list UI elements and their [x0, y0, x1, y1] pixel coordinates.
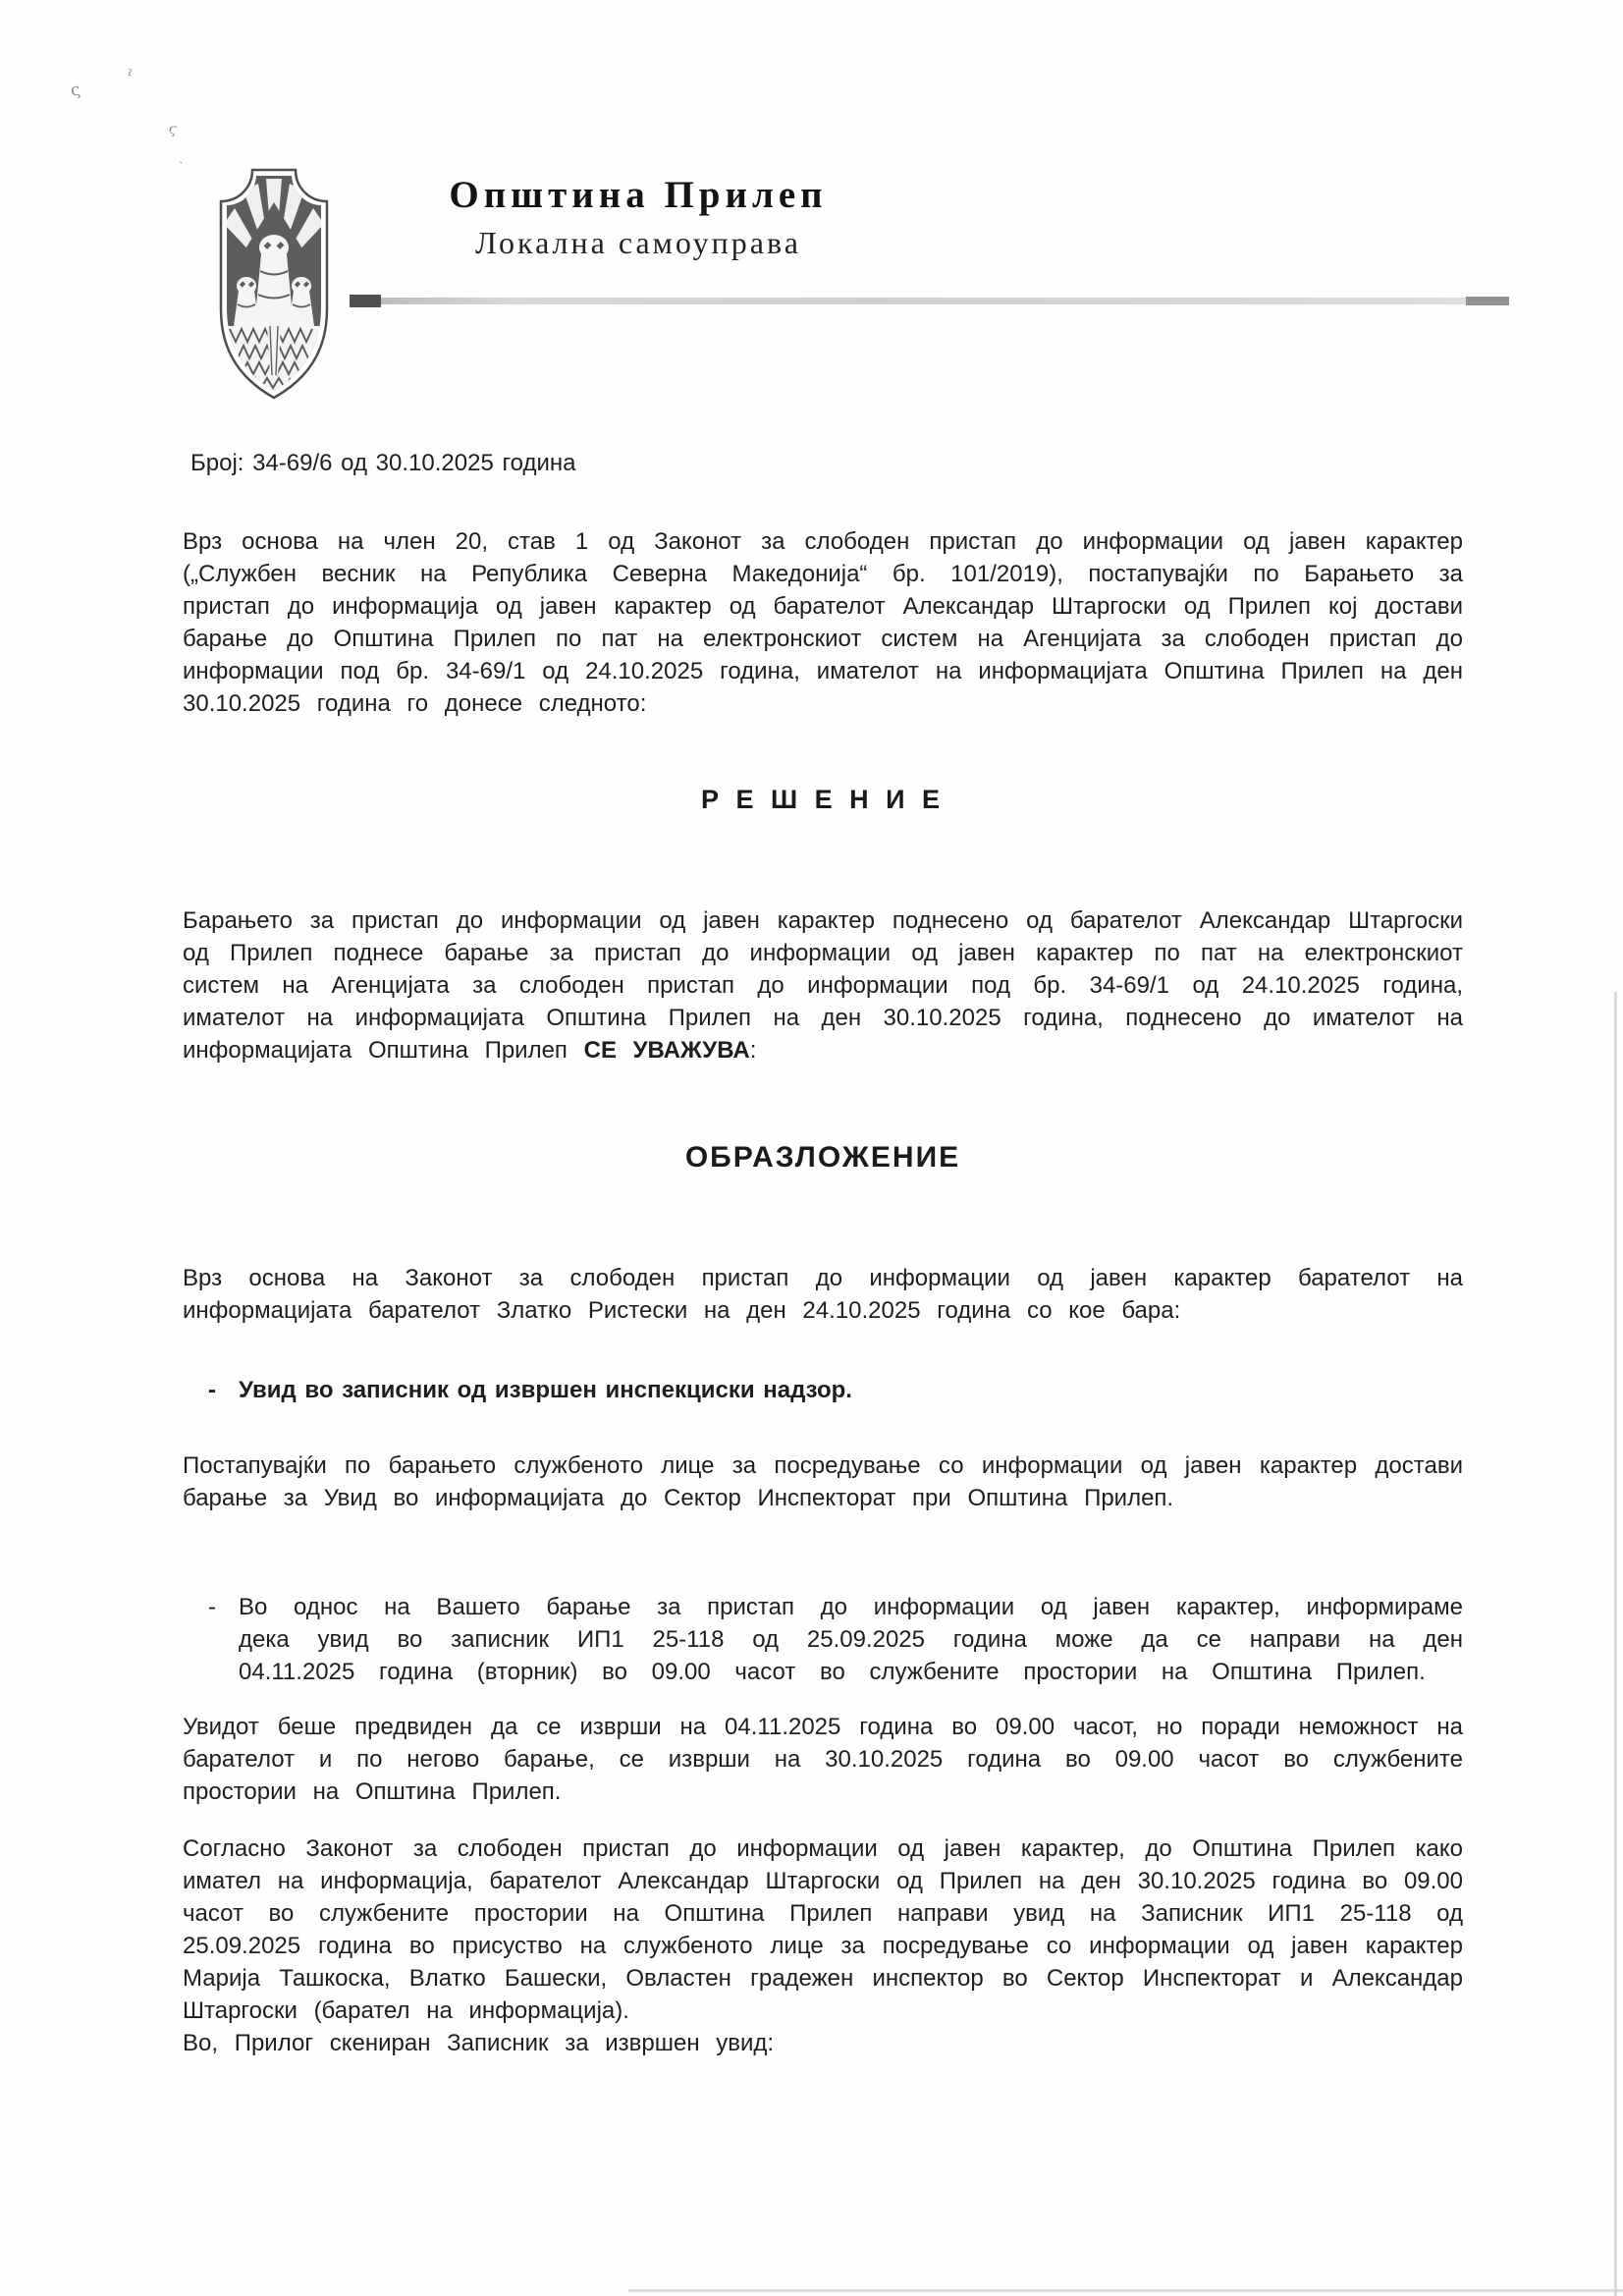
- pencil-mark: ˎ: [179, 150, 184, 165]
- rationale-heading: ОБРАЗЛОЖЕНИЕ: [684, 1141, 961, 1174]
- conclusion-text: Согласно Законот за слободен пристап до информации од јавен карактер, до Општина Прилеп како имател на информација, барателот Александар Штаргоски од Прилеп на ден 30.10.2025 година во 09.00 часот во службените простории на Општина Прилеп направи увид на Записник ИП1 25-118 од 25.09.2025 година во присуство на службеното лице за посредување со информации од јавен карактер Марија Ташкоска, Влатко Башески, Овластен градежен инспектор во Сектор Инспекторат и Александар Штаргоски (барател на информација).: [183, 1835, 1463, 2024]
- rationale-intro-paragraph: Врз основа на Законот за слободен пристап до информации од јавен карактер барателот на информацијата барателот Златко Ристески на ден 24.10.2025 година со кое бара:: [183, 1265, 1463, 1324]
- divider-light-segment: [381, 298, 1466, 304]
- organization-title: Општина Прилеп: [449, 174, 828, 216]
- list-item-dash: -: [208, 1594, 216, 1620]
- scan-edge-bottom: [628, 2289, 1623, 2292]
- processing-paragraph: Постапувајќи по барањето службеното лице за посредување со информации од јавен карактер достави барање за Увид во информацијата до Сектор Инспекторат при Општина Прилеп.: [183, 1452, 1463, 1511]
- pencil-mark: ˀ: [128, 67, 133, 86]
- decision-heading: Р Е Ш Е Н И Е: [700, 785, 946, 814]
- divider-dark-segment: [350, 295, 381, 307]
- decision-verdict: СЕ УВАЖУВА: [583, 1037, 750, 1064]
- municipality-coat-of-arms-icon: [214, 161, 334, 407]
- organization-subtitle: Локална самоуправа: [475, 225, 801, 260]
- response-list-item: [183, 1591, 1463, 1688]
- response-item-text: Во однос на Вашето барање за пристап до информации од јавен карактер, информираме дека увид во записник ИП1 25-118 од 25.09.2025 година може да се направи на ден 04.11.2025 година (вторник) во 09.00 часот во службените простории на Општина Прилеп.: [239, 1594, 1463, 1685]
- decision-text-end: :: [749, 1037, 757, 1064]
- intro-paragraph: Врз основа на член 20, став 1 од Законот за слободен пристап до информации од јавен карактер („Службен весник на Република Северна Македонија“ бр. 101/2019), постапувајќи по Барањето за пристап до информација од јавен карактер од барателот Александар Штаргоски од Прилеп кој достави барање до Општина Прилеп по пат на електронскиот систем на Агенцијата за слободен пристап до информации под бр. 34-69/1 од 24.10.2025 година, имателот на информацијата Општина Прилеп на ден 30.10.2025 година го донесе следното:: [183, 528, 1463, 717]
- masthead: [422, 173, 854, 261]
- divider-right-segment: [1466, 297, 1509, 305]
- pencil-mark: ς: [69, 80, 82, 101]
- document-number-line: Број: 34-69/6 од 30.10.2025 година: [190, 450, 576, 476]
- conclusion-paragraph: [183, 1832, 1463, 2059]
- pencil-mark: ϛ: [167, 121, 179, 138]
- request-list-item: [183, 1374, 1463, 1406]
- request-item-text: Увид во записник од извршен инспекциски надзор.: [239, 1377, 852, 1403]
- decision-text: Барањето за пристап до информации од јавен карактер поднесено од барателот Александар Штаргоски од Прилеп поднесе барање за пристап до информации од јавен карактер по пат на електронскиот систем на Агенцијата за слободен пристап до информации под бр. 34-69/1 од 24.10.2025 година, имателот на информацијата Општина Прилеп на ден 30.10.2025 година, поднесено до имателот на информацијата Општина Прилеп: [183, 907, 1463, 1064]
- scan-edge-right: [1614, 992, 1617, 2296]
- decision-paragraph: [183, 904, 1463, 1066]
- attachment-note: Во, Прилог скениран Записник за извршен увид:: [183, 2030, 775, 2056]
- header-divider: [350, 294, 1509, 307]
- reschedule-paragraph: Увидот беше предвиден да се изврши на 04.11.2025 година во 09.00 часот, но поради неможност на барателот и по негово барање, се изврши на 30.10.2025 година во 09.00 часот во службените простории на Општина Прилеп.: [183, 1714, 1463, 1805]
- list-item-dash: -: [208, 1377, 216, 1403]
